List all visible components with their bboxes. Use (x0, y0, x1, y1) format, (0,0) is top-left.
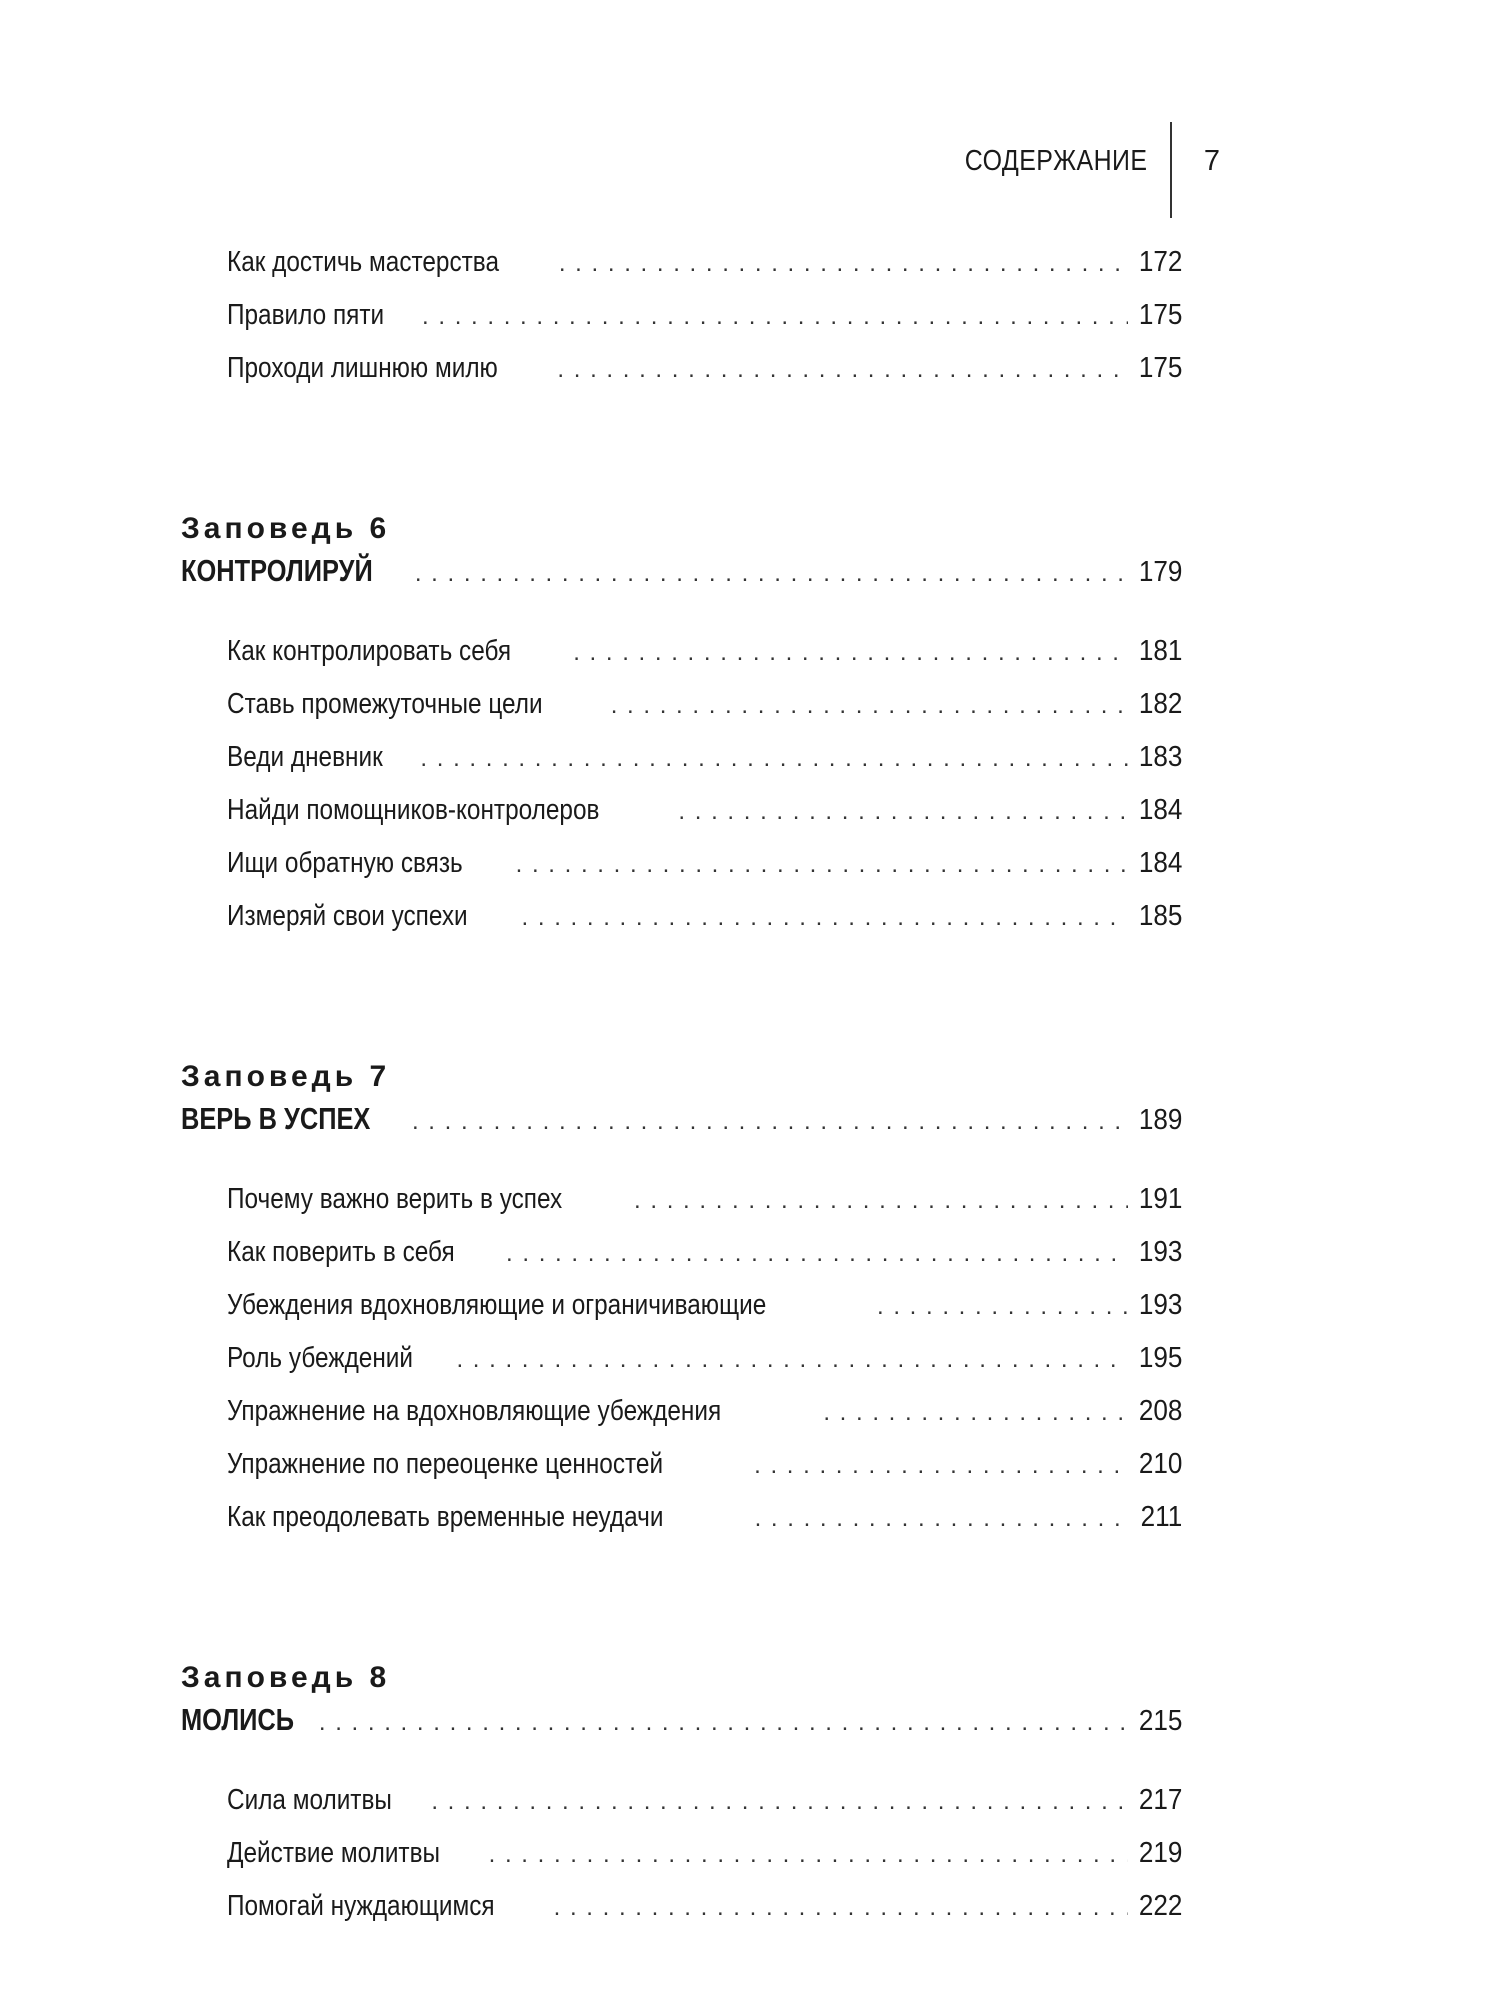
chapter-page: 179 (1138, 556, 1182, 588)
dot-leader (319, 1709, 1128, 1737)
toc-entry-label: Убеждения вдохновляющие и ограничивающие (227, 1289, 767, 1321)
dot-leader (516, 851, 1128, 879)
chapter-title-row[interactable] (181, 1101, 1182, 1157)
dot-leader (422, 303, 1128, 331)
toc-entry-page: 175 (1138, 352, 1182, 384)
toc-entry-label: Упражнение на вдохновляющие убеждения (227, 1395, 722, 1427)
toc-entry-page: 210 (1138, 1448, 1182, 1480)
toc-entry-page: 193 (1138, 1289, 1182, 1321)
dot-leader (559, 250, 1128, 278)
toc-entry[interactable] (181, 635, 1182, 688)
dot-leader (557, 356, 1127, 384)
toc-entry[interactable] (181, 741, 1182, 794)
toc-entry-page: 183 (1138, 741, 1182, 773)
running-header-title: СОДЕРЖАНИЕ (965, 144, 1148, 177)
chapter-section-6 (181, 505, 1182, 953)
toc-entry[interactable] (181, 1236, 1182, 1289)
dot-leader (431, 1788, 1127, 1816)
toc-entry-label: Правило пяти (227, 299, 385, 331)
dot-leader (554, 1894, 1128, 1922)
toc-entry-page: 222 (1138, 1890, 1182, 1922)
toc-entry-page: 185 (1138, 900, 1182, 932)
dot-leader (522, 904, 1128, 932)
dot-leader (634, 1187, 1128, 1215)
intro-entries (181, 246, 1182, 405)
toc-entry-page: 175 (1138, 299, 1182, 331)
toc-entry[interactable] (181, 1837, 1182, 1890)
chapter-entries (181, 1183, 1182, 1554)
toc-entry-label: Как контролировать себя (227, 635, 512, 667)
toc-entry[interactable] (181, 1183, 1182, 1236)
dot-leader (754, 1452, 1127, 1480)
toc-entry[interactable] (181, 794, 1182, 847)
toc-entry-page: 211 (1140, 1501, 1182, 1533)
toc-entry-label: Почему важно верить в успех (227, 1183, 563, 1215)
chapter-title-row[interactable] (181, 1702, 1182, 1758)
chapter-page: 189 (1138, 1104, 1182, 1136)
toc-entry-label: Проходи лишнюю милю (227, 352, 498, 384)
chapter-title-row[interactable] (181, 553, 1182, 609)
toc-entry-label: Ищи обратную связь (227, 847, 463, 879)
toc-entry-page: 184 (1138, 847, 1182, 879)
toc-entry[interactable] (181, 352, 1182, 405)
toc-entry-page: 172 (1138, 246, 1182, 278)
toc-entry[interactable] (181, 688, 1182, 741)
chapter-title: ВЕРЬ В УСПЕХ (181, 1101, 371, 1136)
toc-entry-label: Как достичь мастерства (227, 246, 500, 278)
toc-entry-page: 191 (1138, 1183, 1182, 1215)
running-header (935, 122, 1220, 218)
dot-leader (678, 798, 1127, 826)
page-number: 7 (1203, 144, 1220, 177)
toc-entry-page: 219 (1138, 1837, 1182, 1869)
toc-entry-page: 184 (1138, 794, 1182, 826)
toc-entry-label: Как поверить в себя (227, 1236, 455, 1268)
chapter-number: Заповедь 7 (181, 1060, 391, 1093)
toc-entry-label: Веди дневник (227, 741, 383, 773)
toc-entry-label: Роль убеждений (227, 1342, 414, 1374)
dot-leader (823, 1399, 1127, 1427)
toc-entry[interactable] (181, 246, 1182, 299)
toc-entry[interactable] (181, 1784, 1182, 1837)
chapter-title: КОНТРОЛИРУЙ (181, 553, 373, 588)
dot-leader (456, 1346, 1127, 1374)
toc-entry[interactable] (181, 299, 1182, 352)
toc-entry[interactable] (181, 1395, 1182, 1448)
toc-entry-page: 195 (1138, 1342, 1182, 1374)
toc-entry[interactable] (181, 1289, 1182, 1342)
chapter-entries (181, 1784, 1182, 1943)
dot-leader (420, 745, 1127, 773)
dot-leader (489, 1841, 1128, 1869)
chapter-number: Заповедь 8 (181, 1661, 391, 1694)
toc-entry-label: Измеряй свои успехи (227, 900, 468, 932)
toc-entry-page: 217 (1138, 1784, 1182, 1816)
toc-entry[interactable] (181, 1448, 1182, 1501)
chapter-number: Заповедь 6 (181, 512, 391, 545)
dot-leader (412, 1108, 1128, 1136)
toc-entry-page: 193 (1138, 1236, 1182, 1268)
toc-entry-label: Ставь промежуточные цели (227, 688, 543, 720)
toc-entry[interactable] (181, 1501, 1182, 1554)
toc-entry[interactable] (181, 847, 1182, 900)
toc-entry-page: 182 (1138, 688, 1182, 720)
toc-entry-label: Действие молитвы (227, 1837, 441, 1869)
chapter-section-7 (181, 1053, 1182, 1554)
dot-leader (755, 1505, 1130, 1533)
toc-entry[interactable] (181, 1342, 1182, 1395)
table-of-contents (181, 246, 1182, 1943)
header-divider (1170, 122, 1172, 218)
dot-leader (506, 1240, 1128, 1268)
toc-entry-label: Упражнение по переоценке ценностей (227, 1448, 664, 1480)
toc-entry[interactable] (181, 900, 1182, 953)
chapter-section-8 (181, 1654, 1182, 1943)
chapter-title: МОЛИСЬ (181, 1702, 295, 1737)
dot-leader (415, 560, 1128, 588)
toc-entry-label: Помогай нуждающимся (227, 1890, 495, 1922)
toc-entry-page: 208 (1138, 1395, 1182, 1427)
toc-entry-label: Найди помощников-контролеров (227, 794, 600, 826)
dot-leader (611, 692, 1128, 720)
toc-entry-page: 181 (1138, 635, 1182, 667)
dot-leader (877, 1293, 1128, 1321)
toc-entry-label: Как преодолевать временные неудачи (227, 1501, 664, 1533)
dot-leader (573, 639, 1127, 667)
chapter-entries (181, 635, 1182, 953)
toc-entry-label: Сила молитвы (227, 1784, 392, 1816)
toc-entry[interactable] (181, 1890, 1182, 1943)
chapter-page: 215 (1138, 1705, 1182, 1737)
